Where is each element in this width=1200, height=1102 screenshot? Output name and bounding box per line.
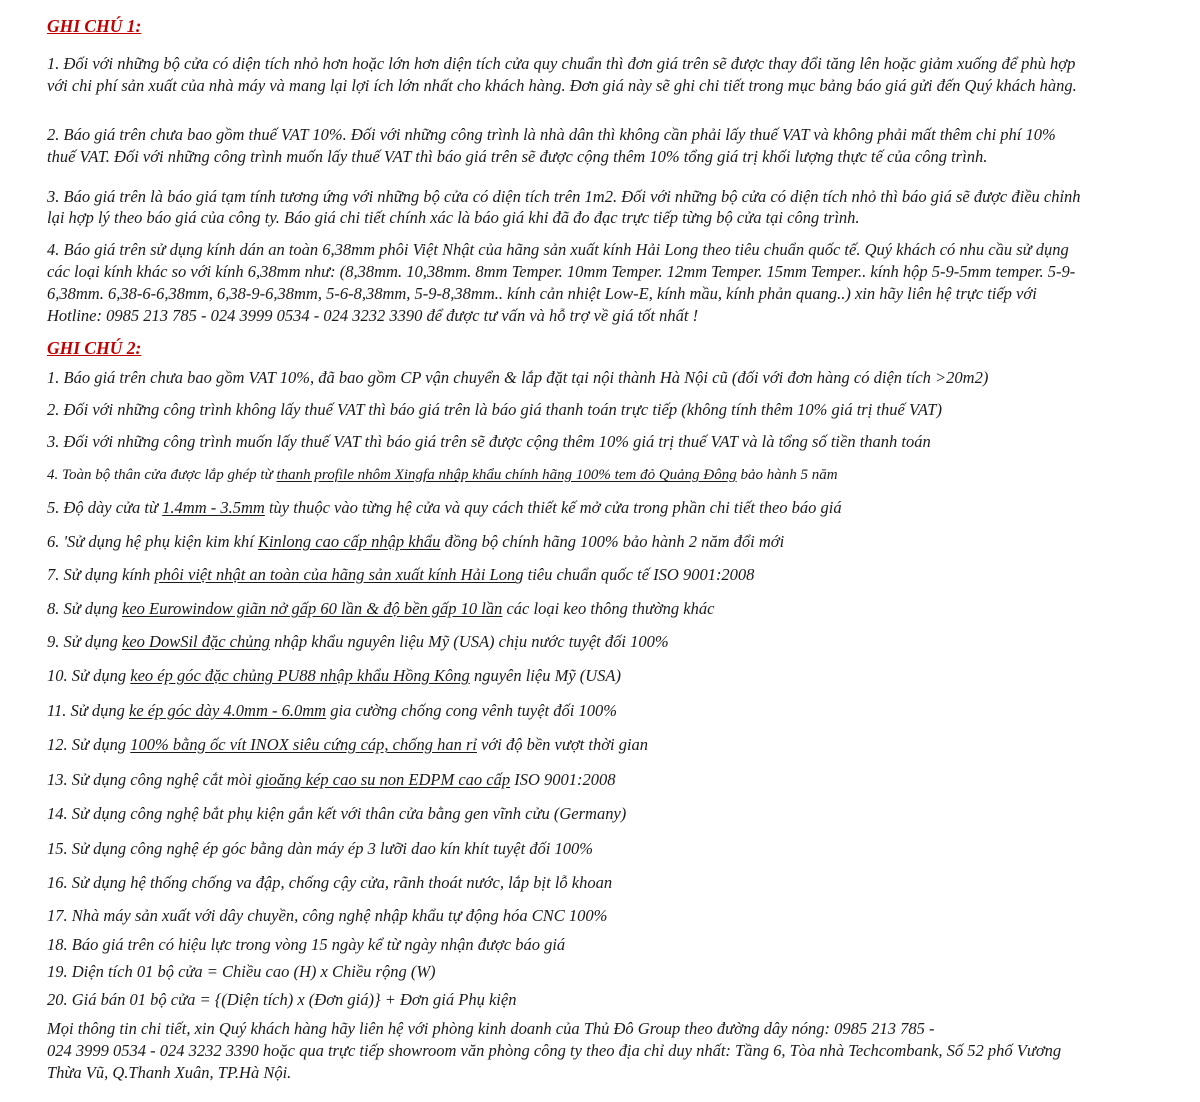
underlined-highlight: ke ép góc dày 4.0mm - 6.0mm xyxy=(129,701,327,720)
item-text: 16. Sử dụng hệ thống chống va đập, chống cậy cửa, rãnh thoát nước, lắp bịt lỗ khoan xyxy=(47,873,613,892)
note2-item xyxy=(47,735,648,755)
item-text: 6. 'Sử dụng hệ phụ kiện kim khí xyxy=(47,532,258,551)
item-text: nhập khẩu nguyên liệu Mỹ (USA) chịu nước tuyệt đối 100% xyxy=(270,632,669,651)
text-line: 024 3999 0534 - 024 3232 3390 hoặc qua trực tiếp showroom văn phòng công ty theo địa chỉ duy nhất: Tầng 6, Tòa nhà Techcombank, Số 52 phố Vương xyxy=(47,1041,1062,1060)
item-text: 18. Báo giá trên có hiệu lực trong vòng 15 ngày kể từ ngày nhận được báo giá xyxy=(47,935,566,954)
text-line: lại hợp lý theo báo giá của công ty. Báo giá chi tiết chính xác là báo giá khi đã đo đạc trực tiếp từng bộ cửa tại công trình. xyxy=(47,208,860,227)
note1-heading: GHI CHÚ 1: xyxy=(47,16,142,36)
note2-item xyxy=(47,368,988,388)
item-text: 13. Sử dụng công nghệ cắt mòi xyxy=(47,770,256,789)
note2-item xyxy=(47,532,784,552)
note2-item xyxy=(47,400,942,420)
item-text: gia cường chống cong vênh tuyệt đối 100% xyxy=(326,701,617,720)
item-text: 15. Sử dụng công nghệ ép góc bằng dàn máy ép 3 lưỡi dao kín khít tuyệt đối 100% xyxy=(47,839,593,858)
underlined-highlight: gioăng kép cao su non EDPM cao cấp xyxy=(255,770,511,789)
item-text: tùy thuộc vào từng hệ cửa và quy cách thiết kế mở cửa trong phần chi tiết theo báo giá xyxy=(264,498,842,517)
note2-item xyxy=(47,873,612,893)
text-line: thuế VAT. Đối với những công trình muốn lấy thuế VAT thì báo giá trên sẽ được cộng thêm 10% tổng giá trị khối lượng thực tế của công trình. xyxy=(47,147,988,166)
note2-item xyxy=(47,498,842,518)
item-text: bảo hành 5 năm xyxy=(736,467,838,483)
item-text: 8. Sử dụng xyxy=(47,599,122,618)
note2-item xyxy=(47,770,616,790)
underlined-highlight: keo Eurowindow giãn nở gấp 60 lần & độ bền gấp 10 lần xyxy=(122,599,503,618)
item-text: với độ bền vượt thời gian xyxy=(476,735,649,754)
item-text: 3. Đối với những công trình muốn lấy thuế VAT thì báo giá trên sẽ được cộng thêm 10% giá trị thuế VAT và là tổng số tiền thanh toán xyxy=(47,432,931,451)
note2-item xyxy=(47,839,593,859)
item-text: 10. Sử dụng xyxy=(47,666,131,685)
item-text: 12. Sử dụng xyxy=(47,735,131,754)
item-text: 5. Độ dày cửa từ xyxy=(47,498,163,517)
underlined-highlight: thanh profile nhôm Xingfa nhập khẩu chính hãng 100% tem đỏ Quảng Đông xyxy=(276,467,737,483)
note2-item xyxy=(47,701,617,721)
note2-item xyxy=(47,432,931,452)
item-text: 9. Sử dụng xyxy=(47,632,122,651)
text-line: với chi phí sản xuất của nhà máy và mang lại lợi ích lớn nhất cho khách hàng. Đơn giá này sẽ ghi chi tiết trong mục bảng báo giá gửi đến Quý khách hàng. xyxy=(47,76,1077,95)
text-line: 2. Báo giá trên chưa bao gồm thuế VAT 10%. Đối với những công trình là nhà dân thì không cần phải lấy thuế VAT và không phải mất thêm chi phí 10% xyxy=(47,125,1056,144)
item-text: 20. Giá bán 01 bộ cửa = {(Diện tích) x (Đơn giá)} + Đơn giá Phụ kiện xyxy=(47,990,517,1009)
item-text: nguyên liệu Mỹ (USA) xyxy=(469,666,622,685)
item-text: 7. Sử dụng kính xyxy=(47,565,155,584)
underlined-highlight: keo DowSil đặc chủng xyxy=(122,632,271,651)
text-line: Thừa Vũ, Q.Thanh Xuân, TP.Hà Nội. xyxy=(47,1063,292,1082)
text-line: 6,38mm. 6,38-6-6,38mm, 6,38-9-6,38mm, 5-6-8,38mm, 5-9-8,38mm.. kính cản nhiệt Low-E, kính mầu, kính phản quang..) xin hãy liên hệ trực tiếp với xyxy=(47,284,1037,303)
note2-item xyxy=(47,990,516,1010)
item-text: ISO 9001:2008 xyxy=(510,770,616,789)
item-text: 17. Nhà máy sản xuất với dây chuyền, công nghệ nhập khẩu tự động hóa CNC 100% xyxy=(47,906,608,925)
text-line: 1. Đối với những bộ cửa có diện tích nhỏ hơn hoặc lớn hơn diện tích cửa quy chuẩn thì đơn giá trên sẽ được thay đổi tăng lên hoặc giảm xuống để phù hợp xyxy=(47,54,1076,73)
note2-item xyxy=(47,666,621,686)
text-line: 3. Báo giá trên là báo giá tạm tính tương ứng với những bộ cửa có diện tích trên 1m2. Đối với những bộ cửa có diện tích nhỏ thì báo giá sẽ được điều chỉnh xyxy=(47,187,1081,206)
item-text: g tiêu chuẩn quốc tế ISO 9001:2008 xyxy=(515,565,755,584)
text-line: các loại kính khác so với kính 6,38mm như: (8,38mm. 10,38mm. 8mm Temper. 10mm Temper. 12mm Temper. 15mm Temper.. kính hộp 5-9-5mm temper. 5-9- xyxy=(47,262,1076,281)
text-line: Mọi thông tin chi tiết, xin Quý khách hàng hãy liên hệ với phòng kinh doanh của Thủ Đô Group theo đường dây nóng: 0985 213 785 - xyxy=(47,1019,935,1038)
note2-item xyxy=(47,935,565,955)
note2-item xyxy=(47,962,436,982)
item-text: 4. Toàn bộ thân cửa được lắp ghép từ xyxy=(47,467,277,483)
note2-item xyxy=(47,565,754,585)
note2-item xyxy=(47,599,714,619)
note2-heading: GHI CHÚ 2: xyxy=(47,338,142,358)
item-text: 14. Sử dụng công nghệ bắt phụ kiện gắn kết với thân cửa bằng gen vĩnh cửu (Germany) xyxy=(47,804,627,823)
item-text: các loại keo thông thường khác xyxy=(502,599,715,618)
underlined-highlight: 1.4mm - 3.5mm xyxy=(162,498,265,517)
underlined-highlight: Kinlong cao cấp nhập khẩu xyxy=(257,532,441,551)
note2-item xyxy=(47,465,838,485)
item-text: 2. Đối với những công trình không lấy thuế VAT thì báo giá trên là báo giá thanh toán trực tiếp (không tính thêm 10% giá trị thuế VAT) xyxy=(47,400,942,419)
text-line: 4. Báo giá trên sử dụng kính dán an toàn 6,38mm phôi Việt Nhật của hãng sản xuất kính Hải Long theo tiêu chuẩn quốc tế. Quý khách có nhu cầu sử dụng xyxy=(47,240,1069,259)
note2-item xyxy=(47,632,669,652)
item-text: 1. Báo giá trên chưa bao gồm VAT 10%, đã bao gồm CP vận chuyển & lắp đặt tại nội thành Hà Nội cũ (đối với đơn hàng có diện tích >20m2) xyxy=(47,368,989,387)
underlined-highlight: 100% bằng ốc vít INOX siêu cứng cáp, chống han rỉ xyxy=(130,735,477,754)
item-text: 19. Diện tích 01 bộ cửa = Chiều cao (H) x Chiều rộng (W) xyxy=(47,962,436,981)
item-text: đồng bộ chính hãng 100% bảo hành 2 năm đổi mới xyxy=(440,532,785,551)
note2-item xyxy=(47,906,607,926)
text-line: Hotline: 0985 213 785 - 024 3999 0534 - 024 3232 3390 để được tư vấn và hỗ trợ về giá tốt nhất ! xyxy=(47,306,699,325)
underlined-highlight: phôi việt nhật an toàn của hãng sản xuất kính Hải Lon xyxy=(154,565,516,584)
note2-item xyxy=(47,804,626,824)
item-text: 11. Sử dụng xyxy=(47,701,130,720)
underlined-highlight: keo ép góc đặc chủng PU88 nhập khẩu Hồng Kông xyxy=(130,666,470,685)
